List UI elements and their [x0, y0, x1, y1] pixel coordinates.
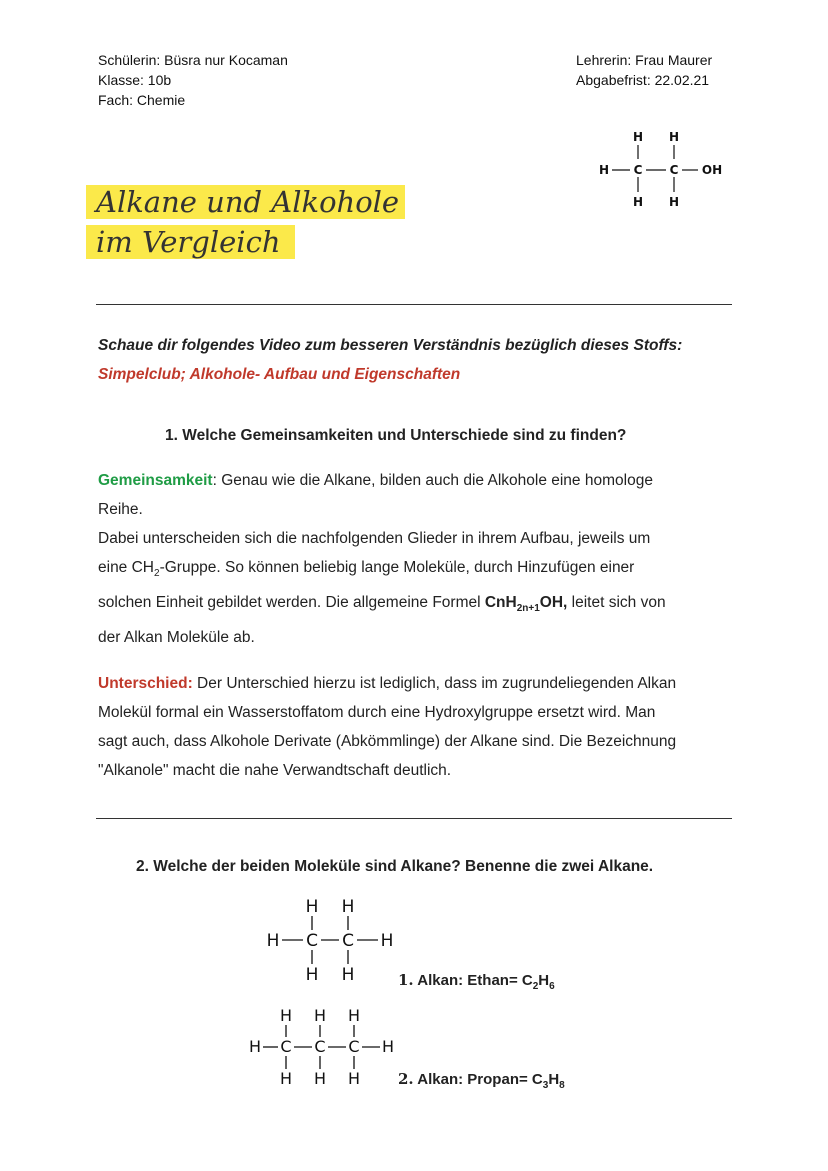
teacher-name: Lehrerin: Frau Maurer	[576, 52, 713, 68]
atom-c: C	[306, 931, 318, 951]
atom-h: H	[341, 897, 355, 917]
deadline-label: Abgabefrist: 22.02.21	[576, 72, 710, 88]
page-title: Alkane und Alkohole	[86, 184, 405, 220]
common-paragraph: Gemeinsamkeit: Genau wie die Alkane, bilden auch die Alkohole eine homologe Reihe. Dabei unterscheiden sich die nachfolgenden Glieder in ihrem Aufbau, jeweils um eine $CH_2$-Gruppe. So können beliebig lange Moleküle, durch Hinzufügen einer solchen Einheit gebildet werden. Die allgemeine Formel CnH$_{2n+1}$OH, leitet sich von der Alkan Moleküle ab.	[98, 472, 666, 647]
atom-c: C	[669, 163, 679, 177]
atom-h: H	[341, 965, 355, 984]
propane-structure	[244, 1004, 404, 1088]
ethane-structure	[256, 894, 406, 984]
atom-h: H	[380, 931, 394, 951]
atom-c: C	[348, 1037, 360, 1056]
video-prompt: Schaue dir folgendes Video zum besseren Verständnis bezüglich dieses Stoffs:	[98, 337, 683, 354]
atom-h: H	[668, 195, 680, 209]
atom-h: H	[668, 130, 680, 144]
atom-h: H	[632, 195, 644, 209]
page-title-line2: im Vergleich	[86, 224, 295, 260]
atom-c: C	[280, 1037, 292, 1056]
atom-h: H	[381, 1037, 395, 1056]
difference-paragraph: Unterschied: Der Unterschied hierzu ist lediglich, dass im zugrundeliegenden Alkan Molekül formal ein Wasserstoffatom durch eine Hydroxylgruppe ersetzt wird. Man sagt auch, dass Alkohole Derivate (Abkömmlinge) der Alkane sind. Die Bezeichnung "Alkanole" macht die nahe Verwandtschaft deutlich.	[98, 675, 677, 779]
atom-h: H	[279, 1006, 293, 1025]
video-link[interactable]: Simpelclub; Alkohole- Aufbau und Eigenschaften	[98, 366, 461, 383]
atom-h: H	[313, 1006, 327, 1025]
atom-h: H	[248, 1037, 262, 1056]
question-2: 2. Welche der beiden Moleküle sind Alkane? Benenne die zwei Alkane.	[136, 858, 654, 875]
divider	[96, 304, 732, 305]
atom-h: H	[313, 1069, 327, 1088]
answer-1: 1. Alkan: Ethan= $C_2H_6$	[398, 971, 555, 992]
atom-h: H	[347, 1006, 361, 1025]
atom-c: C	[633, 163, 643, 177]
class-label: Klasse: 10b	[98, 72, 172, 88]
atom-h: H	[598, 163, 610, 177]
atom-c: C	[314, 1037, 326, 1056]
atom-h: H	[632, 130, 644, 144]
atom-c: C	[342, 931, 354, 951]
student-name: Schülerin: Büsra nur Kocaman	[98, 52, 288, 68]
answer-2: 2. Alkan: Propan= $C_3H_8$	[398, 1070, 565, 1091]
atom-h: H	[279, 1069, 293, 1088]
atom-h: H	[347, 1069, 361, 1088]
subject-label: Fach: Chemie	[98, 92, 186, 108]
ethanol-structure	[590, 128, 740, 214]
atom-h: H	[305, 965, 319, 984]
atom-h: H	[266, 931, 280, 951]
atom-oh: OH	[701, 163, 723, 177]
divider	[96, 818, 732, 819]
atom-h: H	[305, 897, 319, 917]
question-1: 1. Welche Gemeinsamkeiten und Unterschiede sind zu finden?	[165, 427, 627, 444]
